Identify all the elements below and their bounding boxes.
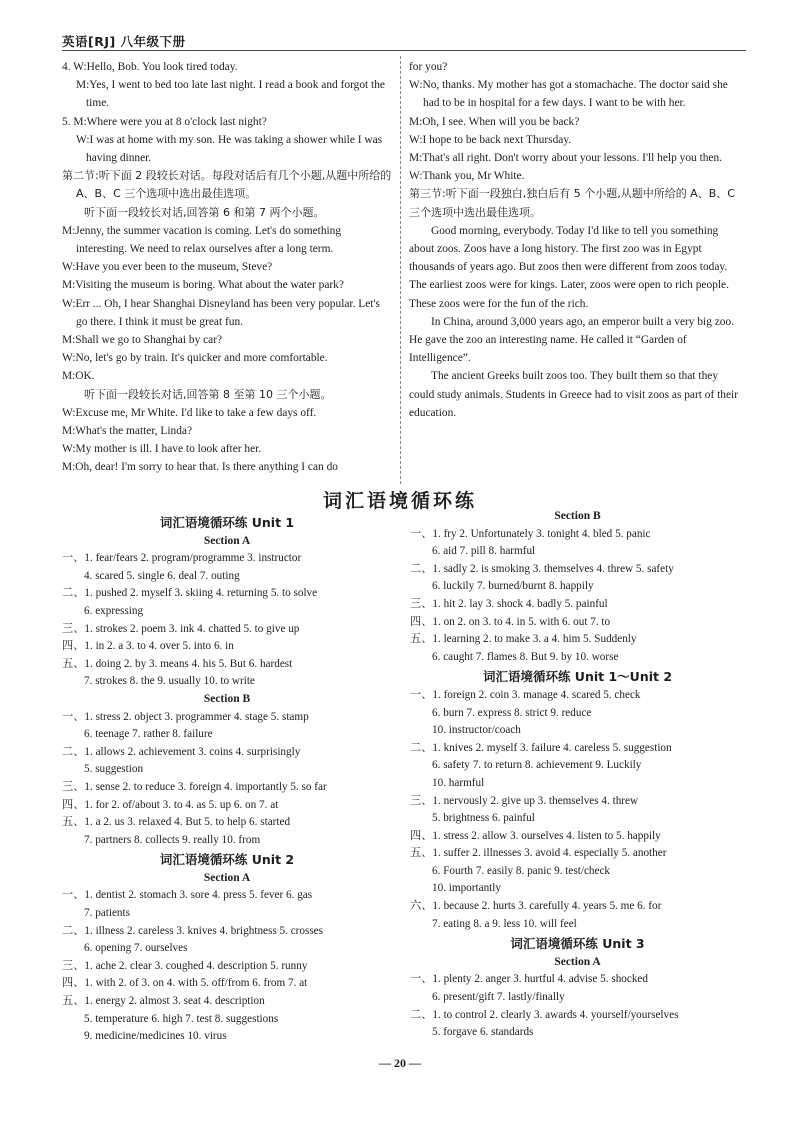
header-rule — [62, 50, 746, 51]
answer-line: 5. brightness 6. painful — [432, 812, 535, 825]
answer-line: 五、1. suffer 2. illnesses 3. avoid 4. especially 5. another — [410, 847, 667, 860]
answer-line: 7. eating 8. a 9. less 10. will feel — [432, 917, 577, 930]
answer-line: 一、1. fry 2. Unfortunately 3. tonight 4. bled 5. panic — [410, 527, 651, 540]
answer-line: 二、1. knives 2. myself 3. failure 4. careless 5. suggestion — [410, 741, 672, 754]
answer-line: 6. expressing — [84, 604, 144, 617]
transcript-line: 第二节:听下面 2 段较长对话。每段对话后有几个小题,从题中所给的 A、B、C 三个选项中选出最佳选项。 — [62, 169, 392, 201]
listening-transcript-left — [62, 58, 394, 477]
transcript-line: M:What's the matter, Linda? — [62, 425, 193, 438]
answer-line: 四、1. in 2. a 3. to 4. over 5. into 6. in — [62, 640, 234, 653]
answer-line: 四、1. stress 2. allow 3. ourselves 4. listen to 5. happily — [410, 829, 661, 842]
page-number: — 20 — — [379, 1056, 421, 1070]
answer-line: 一、1. stress 2. object 3. programmer 4. stage 5. stamp — [62, 710, 309, 723]
transcript-line: W:Err ... Oh, I hear Shanghai Disneyland has been very popular. Let's go there. I think it must be great fun. — [62, 297, 380, 328]
transcript-line: W:My mother is ill. I have to look after her. — [62, 443, 262, 456]
transcript-line: M:Oh, dear! I'm sorry to hear that. Is there anything I can do — [62, 461, 338, 474]
answer-line: 二、1. pushed 2. myself 3. skiing 4. returning 5. to solve — [62, 587, 318, 600]
transcript-line: 5. M:Where were you at 8 o'clock last night? — [62, 115, 267, 128]
answer-line: 7. partners 8. collects 9. really 10. from — [84, 833, 261, 846]
answer-line: 9. medicine/medicines 10. virus — [84, 1030, 227, 1043]
answer-line: 四、1. with 2. of 3. on 4. with 5. off/from 6. from 7. at — [62, 977, 308, 990]
answer-line: 二、1. illness 2. careless 3. knives 4. brightness 5. crosses — [62, 924, 324, 937]
answer-key-right — [410, 508, 745, 1042]
answer-line: 6. teenage 7. rather 8. failure — [84, 728, 213, 741]
answer-line: 5. suggestion — [84, 763, 144, 776]
answer-line: 五、1. a 2. us 3. relaxed 4. But 5. to help 6. started — [62, 816, 291, 829]
transcript-line: M:That's all right. Don't worry about your lessons. I'll help you then. — [409, 152, 723, 165]
transcript-line: M:Shall we go to Shanghai by car? — [62, 334, 223, 347]
unit-heading: 词汇语境循环练 Unit 1～Unit 2 — [482, 669, 673, 685]
answer-line: 二、1. to control 2. clearly 3. awards 4. yourself/yourselves — [410, 1008, 679, 1021]
answer-line: 三、1. ache 2. clear 3. coughed 4. description 5. runny — [62, 959, 308, 972]
answer-line: 三、1. sense 2. to reduce 3. foreign 4. importantly 5. so far — [62, 780, 327, 793]
answer-line: 六、1. because 2. hurts 3. carefully 4. years 5. me 6. for — [410, 900, 662, 913]
answer-line: 6. present/gift 7. lastly/finally — [432, 991, 565, 1004]
answer-line: 一、1. foreign 2. coin 3. manage 4. scared 5. check — [410, 688, 641, 701]
answer-line: 7. strokes 8. the 9. usually 10. to write — [84, 675, 255, 688]
transcript-line: W:Thank you, Mr White. — [409, 170, 525, 183]
unit-heading: 词汇语境循环练 Unit 3 — [510, 936, 645, 952]
transcript-line: W:No, let's go by train. It's quicker and more comfortable. — [62, 352, 328, 365]
answer-line: 三、1. strokes 2. poem 3. ink 4. chatted 5. to give up — [62, 622, 300, 635]
answer-line: 四、1. on 2. on 3. to 4. in 5. with 6. out 7. to — [410, 615, 611, 628]
unit-heading: 词汇语境循环练 Unit 2 — [159, 852, 295, 868]
transcript-line: The ancient Greeks built zoos too. They built them so that they could study animals. Students in Greece had to visit zoos as part of their education. — [409, 370, 738, 419]
answer-line: 二、1. sadly 2. is smoking 3. themselves 4. threw 5. safety — [410, 562, 674, 575]
answer-line: 6. luckily 7. burned/burnt 8. happily — [432, 580, 594, 593]
answer-line: 5. forgave 6. standards — [432, 1026, 534, 1039]
transcript-line: M:Oh, I see. When will you be back? — [409, 115, 580, 128]
answer-line: 6. aid 7. pill 8. harmful — [432, 545, 536, 558]
answer-line: 一、1. dentist 2. stomach 3. sore 4. press 5. fever 6. gas — [62, 889, 313, 902]
transcript-line: 听下面一段较长对话,回答第 8 至第 10 三个小题。 — [84, 387, 332, 401]
transcript-line: In China, around 3,000 years ago, an emperor built a very big zoo. He gave the zoo an interesting name. He called it “Garden of Intelligence”. — [409, 315, 735, 365]
section-heading: Section A — [554, 955, 601, 968]
transcript-line: M:Visiting the museum is boring. What about the water park? — [62, 279, 344, 292]
answer-line: 一、1. plenty 2. anger 3. hurtful 4. advise 5. shocked — [410, 973, 648, 986]
answer-line: 二、1. allows 2. achievement 3. coins 4. surprisingly — [62, 745, 301, 758]
unit-heading: 词汇语境循环练 Unit 1 — [159, 515, 295, 530]
answer-line: 7. patients — [84, 907, 130, 920]
transcript-line: W:No, thanks. My mother has got a stomachache. The doctor said she had to be in hospital for a few days. I want to be with her. — [409, 79, 728, 110]
answer-line: 6. burn 7. express 8. strict 9. reduce — [432, 706, 592, 719]
answer-line: 6. opening 7. ourselves — [84, 942, 188, 955]
book-header: 英语[RJ] 八年级下册 — [62, 34, 186, 49]
answer-line: 5. temperature 6. high 7. test 8. suggestions — [84, 1012, 279, 1025]
answer-line: 10. instructor/coach — [432, 724, 521, 737]
answer-line: 6. safety 7. to return 8. achievement 9. Luckily — [432, 759, 642, 772]
transcript-line: M:OK. — [62, 370, 95, 383]
transcript-line: 4. W:Hello, Bob. You look tired today. — [62, 61, 238, 73]
section-heading: Section A — [203, 871, 251, 884]
transcript-line: M:Yes, I went to bed too late last night. I read a book and forgot the time. — [76, 79, 385, 110]
section-heading: Section A — [203, 534, 251, 547]
transcript-line: for you? — [409, 61, 448, 73]
transcript-line: W:Have you ever been to the museum, Steve? — [62, 261, 273, 274]
answer-line: 三、1. hit 2. lay 3. shock 4. badly 5. painful — [410, 597, 608, 610]
column-divider — [400, 56, 401, 484]
listening-transcript-right — [409, 58, 741, 422]
answer-line: 10. importantly — [432, 882, 501, 895]
answer-line: 五、1. learning 2. to make 3. a 4. him 5. Suddenly — [410, 633, 637, 646]
answer-line: 五、1. energy 2. almost 3. seat 4. description — [62, 995, 265, 1008]
answer-line: 一、1. fear/fears 2. program/programme 3. instructor — [62, 552, 302, 565]
section-heading: Section B — [554, 510, 601, 522]
transcript-line: W:I hope to be back next Thursday. — [409, 133, 572, 146]
answer-line: 4. scared 5. single 6. deal 7. outing — [84, 569, 240, 582]
transcript-line: W:I was at home with my son. He was taking a shower while I was having dinner. — [76, 133, 383, 165]
answer-line: 6. Fourth 7. easily 8. panic 9. test/check — [432, 864, 611, 877]
transcript-line: 听下面一段较长对话,回答第 6 和第 7 两个小题。 — [84, 205, 325, 219]
answer-line: 三、1. nervously 2. give up 3. themselves 4. threw — [410, 794, 639, 807]
answer-line: 10. harmful — [432, 776, 485, 789]
answer-line: 6. caught 7. flames 8. But 9. by 10. worse — [432, 650, 619, 663]
transcript-line: Good morning, everybody. Today I'd like to tell you something about zoos. Zoos have a long history. The first zoo was in Egypt thousands of years ago. But zoos then were different from zoos today. The earliest zoos were for kings. Later, zoos were open to rich people. These zoos were for the fun of the rich. — [409, 224, 729, 310]
transcript-line: 第三节:听下面一段独白,独白后有 5 个小题,从题中所给的 A、B、C 三个选项中选出最佳选项。 — [409, 187, 735, 219]
section-main-title: 词汇语境循环练 — [322, 490, 477, 512]
answer-line: 四、1. for 2. of/about 3. to 4. as 5. up 6. on 7. at — [62, 798, 279, 811]
transcript-line: M:Jenny, the summer vacation is coming. Let's do something interesting. We need to relax ourselves after a long term. — [62, 224, 342, 256]
answer-line: 五、1. doing 2. by 3. means 4. his 5. But 6. hardest — [62, 657, 293, 670]
transcript-line: W:Excuse me, Mr White. I'd like to take a few days off. — [62, 406, 317, 419]
section-heading: Section B — [203, 692, 251, 705]
answer-key-left — [62, 512, 392, 1046]
